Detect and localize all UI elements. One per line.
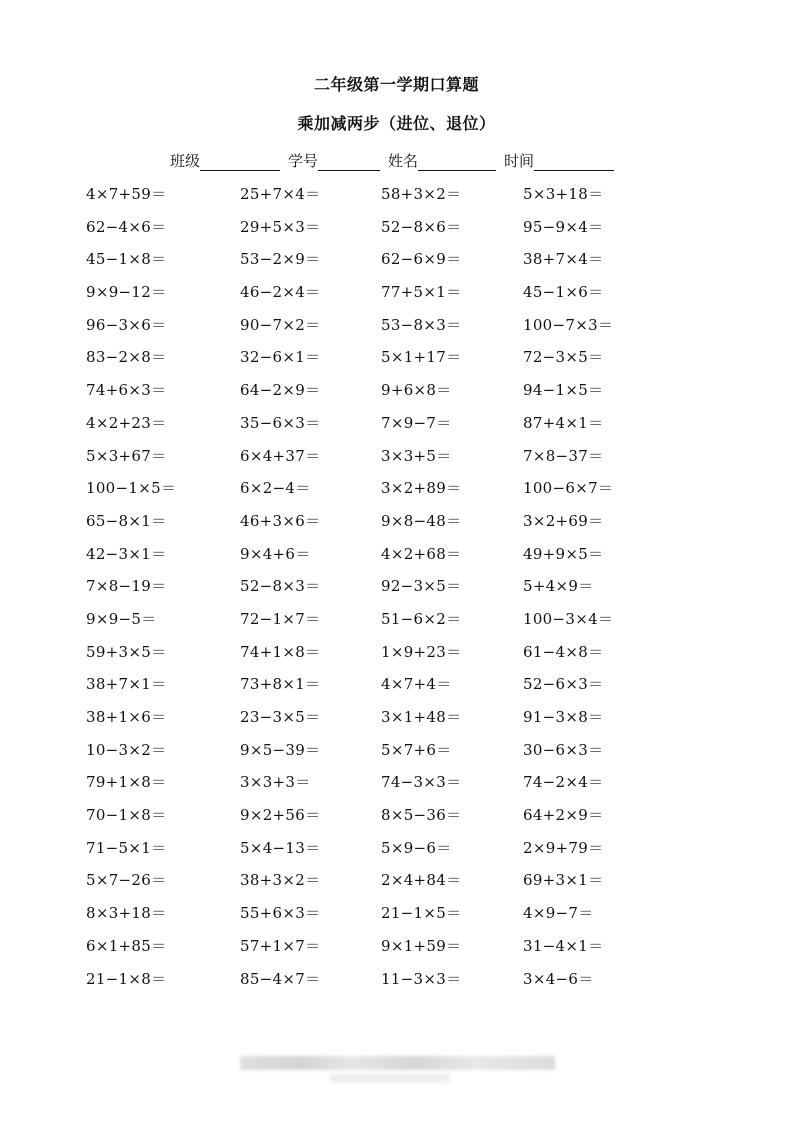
problem-item: 83−2×8＝: [86, 348, 167, 367]
problem-item: 6×2−4＝: [240, 479, 311, 498]
problem-item: 62−6×9＝: [381, 250, 462, 269]
problem-item: 4×2+23＝: [86, 413, 167, 432]
problem-item: 95−9×4＝: [523, 217, 604, 236]
problem-item: 87+4×1＝: [523, 413, 604, 432]
problem-item: 2×9+79＝: [523, 838, 604, 857]
problem-item: 3×1+48＝: [381, 708, 462, 726]
problem-item: 71−5×1＝: [86, 838, 167, 857]
worksheet-subtitle: 乘加减两步（进位、退位）: [297, 114, 496, 133]
problem-item: 79+1×8＝: [86, 773, 167, 792]
problem-item: 62−4×6＝: [86, 217, 167, 236]
problem-item: 77+5×1＝: [381, 283, 462, 302]
problem-item: 38+7×1＝: [86, 675, 167, 694]
name-blank[interactable]: [418, 152, 496, 171]
problem-item: 46+3×6＝: [240, 511, 321, 530]
problem-item: 85−4×7＝: [240, 969, 321, 988]
problem-item: 73+8×1＝: [240, 675, 321, 694]
problem-item: 69+3×1＝: [523, 871, 604, 890]
problem-item: 1×9+23＝: [381, 642, 462, 661]
problem-item: 38+7×4＝: [523, 250, 604, 269]
problem-item: 64−2×9＝: [240, 381, 321, 400]
problem-item: 52−8×6＝: [381, 217, 462, 236]
problem-item: 4×7+59＝: [86, 185, 167, 203]
problem-item: 9+6×8＝: [381, 381, 452, 400]
problem-item: 7×9−7＝: [381, 413, 452, 432]
problem-item: 5×1+17＝: [381, 348, 462, 367]
problem-item: 9×2+56＝: [240, 806, 321, 825]
problem-item: 9×9−5＝: [86, 609, 157, 628]
time-blank[interactable]: [534, 152, 614, 171]
class-label: 班级: [170, 152, 201, 170]
problem-item: 3×4−6＝: [523, 969, 594, 988]
problem-item: 5×4−13＝: [240, 838, 321, 857]
problem-item: 96−3×6＝: [86, 315, 167, 334]
problem-item: 31−4×1＝: [523, 936, 604, 955]
problem-item: 7×8−37＝: [523, 446, 604, 465]
problem-item: 30−6×3＝: [523, 740, 604, 759]
problem-item: 52−8×3＝: [240, 577, 321, 596]
problem-item: 9×9−12＝: [86, 283, 167, 302]
problem-item: 32−6×1＝: [240, 348, 321, 367]
problem-item: 59+3×5＝: [86, 642, 167, 661]
problem-item: 5×3+67＝: [86, 446, 167, 465]
problem-item: 10−3×2＝: [86, 740, 167, 759]
problem-item: 51−6×2＝: [381, 609, 462, 628]
blurred-footer-sub: [330, 1074, 450, 1082]
student-no-blank[interactable]: [318, 152, 380, 171]
problem-item: 9×5−39＝: [240, 740, 321, 759]
problem-item: 4×7+4＝: [381, 675, 452, 694]
problem-item: 9×1+59＝: [381, 936, 462, 955]
problem-item: 46−2×4＝: [240, 283, 321, 302]
problem-item: 53−2×9＝: [240, 250, 321, 269]
problem-item: 57+1×7＝: [240, 936, 321, 955]
problem-item: 49+9×5＝: [523, 544, 604, 563]
problem-item: 64+2×9＝: [523, 806, 604, 825]
problem-item: 3×2+89＝: [381, 479, 462, 498]
problem-item: 29+5×3＝: [240, 217, 321, 236]
problem-item: 92−3×5＝: [381, 577, 462, 596]
problem-item: 90−7×2＝: [240, 315, 321, 334]
problem-item: 45−1×8＝: [86, 250, 167, 269]
problem-item: 11−3×3＝: [381, 969, 462, 988]
problem-item: 53−8×3＝: [381, 315, 462, 334]
problem-item: 21−1×8＝: [86, 969, 167, 988]
problem-item: 38+3×2＝: [240, 871, 321, 890]
problem-item: 25+7×4＝: [240, 185, 321, 203]
class-blank[interactable]: [200, 152, 280, 171]
problem-item: 6×4+37＝: [240, 446, 321, 465]
problem-item: 4×9−7＝: [523, 904, 594, 923]
problem-item: 45−1×6＝: [523, 283, 604, 302]
problem-item: 65−8×1＝: [86, 511, 167, 530]
problem-item: 9×8−48＝: [381, 511, 462, 530]
problem-item: 3×3+3＝: [240, 773, 311, 792]
problem-item: 6×1+85＝: [86, 936, 167, 955]
problem-item: 55+6×3＝: [240, 904, 321, 923]
problem-item: 5+4×9＝: [523, 577, 594, 596]
problem-item: 72−1×7＝: [240, 609, 321, 628]
student-info-line: [170, 150, 630, 171]
problem-item: 5×7+6＝: [381, 740, 452, 759]
time-label: 时间: [504, 152, 535, 170]
problem-item: 3×2+69＝: [523, 511, 604, 530]
problem-item: 23−3×5＝: [240, 708, 321, 726]
problem-item: 70−1×8＝: [86, 806, 167, 825]
problem-item: 74+6×3＝: [86, 381, 167, 400]
student-no-label: 学号: [288, 152, 319, 170]
problem-item: 8×3+18＝: [86, 904, 167, 923]
name-label: 姓名: [388, 152, 419, 170]
problem-item: 38+1×6＝: [86, 708, 167, 726]
problem-item: 61−4×8＝: [523, 642, 604, 661]
problem-item: 52−6×3＝: [523, 675, 604, 694]
problem-item: 21−1×5＝: [381, 904, 462, 923]
problem-item: 72−3×5＝: [523, 348, 604, 367]
problem-item: 2×4+84＝: [381, 871, 462, 890]
problem-item: 5×7−26＝: [86, 871, 167, 890]
problem-item: 74−3×3＝: [381, 773, 462, 792]
problem-item: 35−6×3＝: [240, 413, 321, 432]
problem-item: 4×2+68＝: [381, 544, 462, 563]
blurred-footer: [240, 1056, 555, 1070]
problem-item: 74+1×8＝: [240, 642, 321, 661]
problem-item: 5×9−6＝: [381, 838, 452, 857]
problem-item: 8×5−36＝: [381, 806, 462, 825]
problem-item: 3×3+5＝: [381, 446, 452, 465]
problem-item: 100−6×7＝: [523, 479, 614, 498]
problem-item: 5×3+18＝: [523, 185, 604, 203]
problem-item: 100−7×3＝: [523, 315, 614, 334]
problem-item: 42−3×1＝: [86, 544, 167, 563]
problem-item: 100−3×4＝: [523, 609, 614, 628]
problem-item: 58+3×2＝: [381, 185, 462, 203]
problem-item: 100−1×5＝: [86, 479, 177, 498]
problem-item: 91−3×8＝: [523, 708, 604, 726]
problem-item: 7×8−19＝: [86, 577, 167, 596]
problem-item: 74−2×4＝: [523, 773, 604, 792]
problem-item: 9×4+6＝: [240, 544, 311, 563]
problem-item: 94−1×5＝: [523, 381, 604, 400]
worksheet-title: 二年级第一学期口算题: [313, 75, 479, 94]
